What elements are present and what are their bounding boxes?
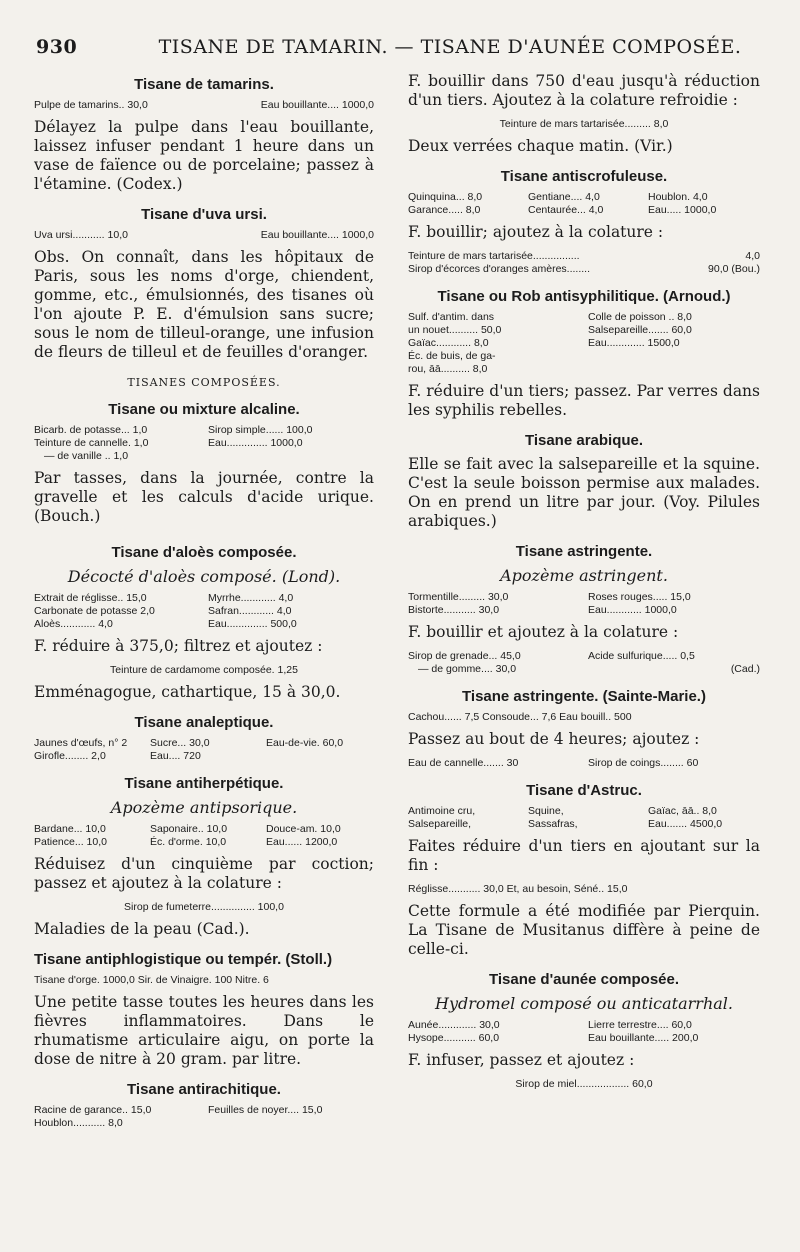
ingredient: Tormentille......... 30,0 xyxy=(408,591,509,603)
recipe-title: Tisane antiherpétique. xyxy=(124,775,284,792)
ingredient: Eau...... 1200,0 xyxy=(266,836,338,848)
ingredient: Sulf. d'antim. dans xyxy=(408,311,495,323)
ingredient-list xyxy=(408,591,760,617)
ingredient: Aloès............ 4,0 xyxy=(34,618,113,630)
ingredient-list xyxy=(408,191,760,217)
instructions: Une petite tasse toutes les heures dans les fièvres inflammatoires. Dans le rhumatisme articulaire aigu, on porte la dose de nitre à 20 gram. par litre. xyxy=(34,993,374,1068)
ingredient: Myrrhe............ 4,0 xyxy=(208,592,294,604)
ingredient-list xyxy=(34,229,374,242)
recipe-title: Tisane ou Rob antisyphilitique. (Arnoud.) xyxy=(437,288,731,305)
recipe-title: Tisane d'aunée composée. xyxy=(488,971,680,988)
ingredient: 90,0 (Bou.) xyxy=(708,263,760,275)
ingredient-list xyxy=(408,650,760,676)
ingredient-list: Tisane d'orge. 1000,0 Sir. de Vinaigre. 100 Nitre. 6 xyxy=(34,974,269,986)
recipe-subtitle: Apozème antipsorique. xyxy=(110,798,298,817)
ingredient: Eau.... 720 xyxy=(150,750,201,762)
ingredient-list xyxy=(408,250,760,276)
source-citation: (Cad.) xyxy=(730,663,760,675)
ingredient-list: Cachou...... 7,5 Consoude... 7,6 Eau bouill.. 500 xyxy=(408,711,632,723)
recipe-title: Tisane d'aloès composée. xyxy=(111,544,297,561)
ingredient: Bicarb. de potasse... 1,0 xyxy=(34,424,148,436)
ingredient-list xyxy=(408,311,760,376)
ingredient: Patience... 10,0 xyxy=(34,836,107,848)
instructions: F. réduire à 375,0; filtrez et ajoutez : xyxy=(34,637,323,655)
right-column xyxy=(408,72,760,1097)
ingredient: Feuilles de noyer.... 15,0 xyxy=(208,1104,323,1116)
ingredient: Salsepareille, xyxy=(408,818,472,830)
ingredient: Teinture de cannelle. 1,0 xyxy=(34,437,149,449)
ingredient: Eau............. 1500,0 xyxy=(588,337,680,349)
ingredient: Acide sulfurique..... 0,5 xyxy=(588,650,695,662)
ingredient: Quinquina... 8,0 xyxy=(408,191,483,203)
left-column xyxy=(34,72,374,1136)
page-header xyxy=(36,30,764,60)
ingredient-list xyxy=(34,737,374,763)
ingredient xyxy=(258,750,374,763)
ingredient: Colle de poisson .. 8,0 xyxy=(588,311,692,323)
recipe-title: Tisane de tamarins. xyxy=(134,76,274,93)
ingredient: Eau.............. 500,0 xyxy=(208,618,297,630)
ingredient: Douce-am. 10,0 xyxy=(266,823,341,835)
ingredient-list xyxy=(34,99,374,112)
ingredient: Sirop de miel.................. 60,0 xyxy=(515,1078,653,1090)
ingredient: Houblon. 4,0 xyxy=(648,191,708,203)
ingredient xyxy=(580,350,760,363)
note: Cette formule a été modifiée par Pierquin. La Tisane de Musitanus diffère à peine de celle-ci. xyxy=(408,902,760,958)
ingredient-list xyxy=(34,424,374,463)
ingredient: Sirop de coings........ 60 xyxy=(588,757,699,769)
ingredient: Sucre... 30,0 xyxy=(150,737,210,749)
ingredient-list xyxy=(34,592,374,631)
ingredient: Éc. de buis, de ga- xyxy=(408,350,496,362)
instructions: F. bouillir et ajoutez à la colature : xyxy=(408,623,679,641)
ingredient: — de vanille .. 1,0 xyxy=(44,450,129,462)
ingredient: Gentiane.... 4,0 xyxy=(528,191,600,203)
ingredient: Girofle........ 2,0 xyxy=(34,750,106,762)
ingredient: Sassafras, xyxy=(528,818,578,830)
instructions: Par tasses, dans la journée, contre la gravelle et les calculs d'acide urique. (Bouch.) xyxy=(34,469,374,525)
ingredient: Eau de cannelle....... 30 xyxy=(408,757,519,769)
ingredient: Centaurée... 4,0 xyxy=(528,204,604,216)
indication: Emménagogue, cathartique, 15 à 30,0. xyxy=(34,683,341,701)
observation: Obs. On connaît, dans les hôpitaux de Paris, sous les noms d'orge, chiendent, gomme, etc., émulsionnés, des tisanes où l'on ajoute P. E. d'émulsion sans sucre; sous le nom de tilleul-orange, une infusion de fleurs de tilleul et de feuilles d'oranger. xyxy=(34,248,374,361)
ingredient-list xyxy=(34,1104,374,1130)
ingredient: Eau.............. 1000,0 xyxy=(208,437,303,449)
instructions: F. infuser, passez et ajoutez : xyxy=(408,1051,635,1069)
ingredient-list: Réglisse........... 30,0 Et, au besoin, Séné.. 15,0 xyxy=(408,883,628,895)
ingredient: Gaïac, āā.. 8,0 xyxy=(648,805,717,817)
recipe-title: Tisane antiphlogistique ou tempér. (Stoll.) xyxy=(34,951,333,968)
section-heading: TISANES COMPOSÉES. xyxy=(127,376,281,389)
instructions: F. réduire d'un tiers; passez. Par verres dans les syphilis rebelles. xyxy=(408,382,760,419)
ingredient: Racine de garance.. 15,0 xyxy=(34,1104,152,1116)
ingredient: Bistorte........... 30,0 xyxy=(408,604,500,616)
ingredient xyxy=(205,450,374,463)
ingredient: Lierre terrestre.... 60,0 xyxy=(588,1019,692,1031)
ingredient: Roses rouges..... 15,0 xyxy=(588,591,691,603)
ingredient: Teinture de mars tartarisée......... 8,0 xyxy=(499,118,669,130)
ingredient: Pulpe de tamarins.. 30,0 xyxy=(34,99,148,111)
ingredient: Aunée............. 30,0 xyxy=(408,1019,500,1031)
ingredient: Sirop de fumeterre............... 100,0 xyxy=(124,901,284,913)
ingredient: Eau............ 1000,0 xyxy=(588,604,677,616)
description: Elle se fait avec la salsepareille et la squine. C'est la seule boisson permise aux malades. On en prend un litre par jour. (Voy. Pilules arabiques.) xyxy=(408,455,760,530)
ingredient: Eau bouillante.... 1000,0 xyxy=(260,99,374,111)
ingredient: Sirop d'écorces d'oranges amères........ xyxy=(408,263,591,275)
ingredient: Sirop de grenade... 45,0 xyxy=(408,650,521,662)
ingredient-list xyxy=(408,757,760,770)
recipe-title: Tisane arabique. xyxy=(524,432,644,449)
ingredient xyxy=(200,1117,374,1130)
recipe-title: Tisane astringente. (Sainte-Marie.) xyxy=(462,688,706,705)
ingredient: Jaunes d'œufs, n° 2 xyxy=(34,737,128,749)
ingredient: Eau-de-vie. 60,0 xyxy=(266,737,344,749)
instructions: Passez au bout de 4 heures; ajoutez : xyxy=(408,730,700,748)
recipe-subtitle: Décocté d'aloès composé. (Lond). xyxy=(67,567,341,586)
page-number: 930 xyxy=(36,36,78,58)
ingredient: Extrait de réglisse.. 15,0 xyxy=(34,592,147,604)
ingredient: Teinture de cardamome composée. 1,25 xyxy=(110,664,298,676)
dosage: Deux verrées chaque matin. (Vir.) xyxy=(408,137,673,155)
recipe-title: Tisane ou mixture alcaline. xyxy=(108,401,300,418)
ingredient: Eau bouillante.... 1000,0 xyxy=(260,229,374,241)
ingredient: Sirop simple...... 100,0 xyxy=(208,424,313,436)
ingredient: Teinture de mars tartarisée................ xyxy=(408,250,580,262)
ingredient: Carbonate de potasse 2,0 xyxy=(34,605,155,617)
ingredient: Garance..... 8,0 xyxy=(408,204,481,216)
ingredient-list xyxy=(408,805,760,831)
ingredient: Gaïac............ 8,0 xyxy=(408,337,489,349)
running-title: TISANE DE TAMARIN. — TISANE D'AUNÉE COMPOSÉE. xyxy=(158,36,742,58)
recipe-title: Tisane d'Astruc. xyxy=(526,782,642,799)
ingredient: Bardane... 10,0 xyxy=(34,823,106,835)
ingredient: — de gomme.... 30,0 xyxy=(418,663,517,675)
ingredient: un nouet.......... 50,0 xyxy=(408,324,502,336)
ingredient: Antimoine cru, xyxy=(408,805,476,817)
ingredient: Eau bouillante..... 200,0 xyxy=(588,1032,699,1044)
ingredient: Squine, xyxy=(528,805,564,817)
ingredient: Eau....... 4500,0 xyxy=(648,818,723,830)
ingredient: Éc. d'orme. 10,0 xyxy=(150,836,227,848)
instructions: Réduisez d'un cinquième par coction; passez et ajoutez à la colature : xyxy=(34,855,374,892)
indication: Maladies de la peau (Cad.). xyxy=(34,920,250,938)
ingredient: Uva ursi........... 10,0 xyxy=(34,229,128,241)
ingredient: Houblon........... 8,0 xyxy=(34,1117,123,1129)
ingredient-list xyxy=(408,1019,760,1045)
ingredient xyxy=(580,363,760,376)
ingredient: Salsepareille....... 60,0 xyxy=(588,324,692,336)
ingredient-list xyxy=(34,823,374,849)
recipe-title: Tisane analeptique. xyxy=(134,714,274,731)
recipe-subtitle: Hydromel composé ou anticatarrhal. xyxy=(435,994,733,1013)
ingredient: Hysope........... 60,0 xyxy=(408,1032,500,1044)
instructions: F. bouillir dans 750 d'eau jusqu'à réduction d'un tiers. Ajoutez à la colature refroidie : xyxy=(408,72,760,109)
ingredient: Saponaire.. 10,0 xyxy=(150,823,228,835)
ingredient: Eau..... 1000,0 xyxy=(648,204,717,216)
recipe-title: Tisane antirachitique. xyxy=(127,1081,281,1098)
recipe-subtitle: Apozème astringent. xyxy=(500,566,668,585)
ingredient: rou, āā.......... 8,0 xyxy=(408,363,488,375)
recipe-title: Tisane antiscrofuleuse. xyxy=(500,168,668,185)
ingredient: 4,0 xyxy=(745,250,760,262)
instructions: F. bouillir; ajoutez à la colature : xyxy=(408,223,664,241)
recipe-title: Tisane d'uva ursi. xyxy=(141,206,267,223)
ingredient: Safran............ 4,0 xyxy=(208,605,292,617)
instructions: Délayez la pulpe dans l'eau bouillante, laissez infuser pendant 1 heure dans un vase de faïence ou de porcelaine; passez à l'étamine. (Codex.) xyxy=(34,118,374,193)
recipe-title: Tisane astringente. xyxy=(515,543,653,560)
instructions: Faites réduire d'un tiers en ajoutant sur la fin : xyxy=(408,837,760,874)
